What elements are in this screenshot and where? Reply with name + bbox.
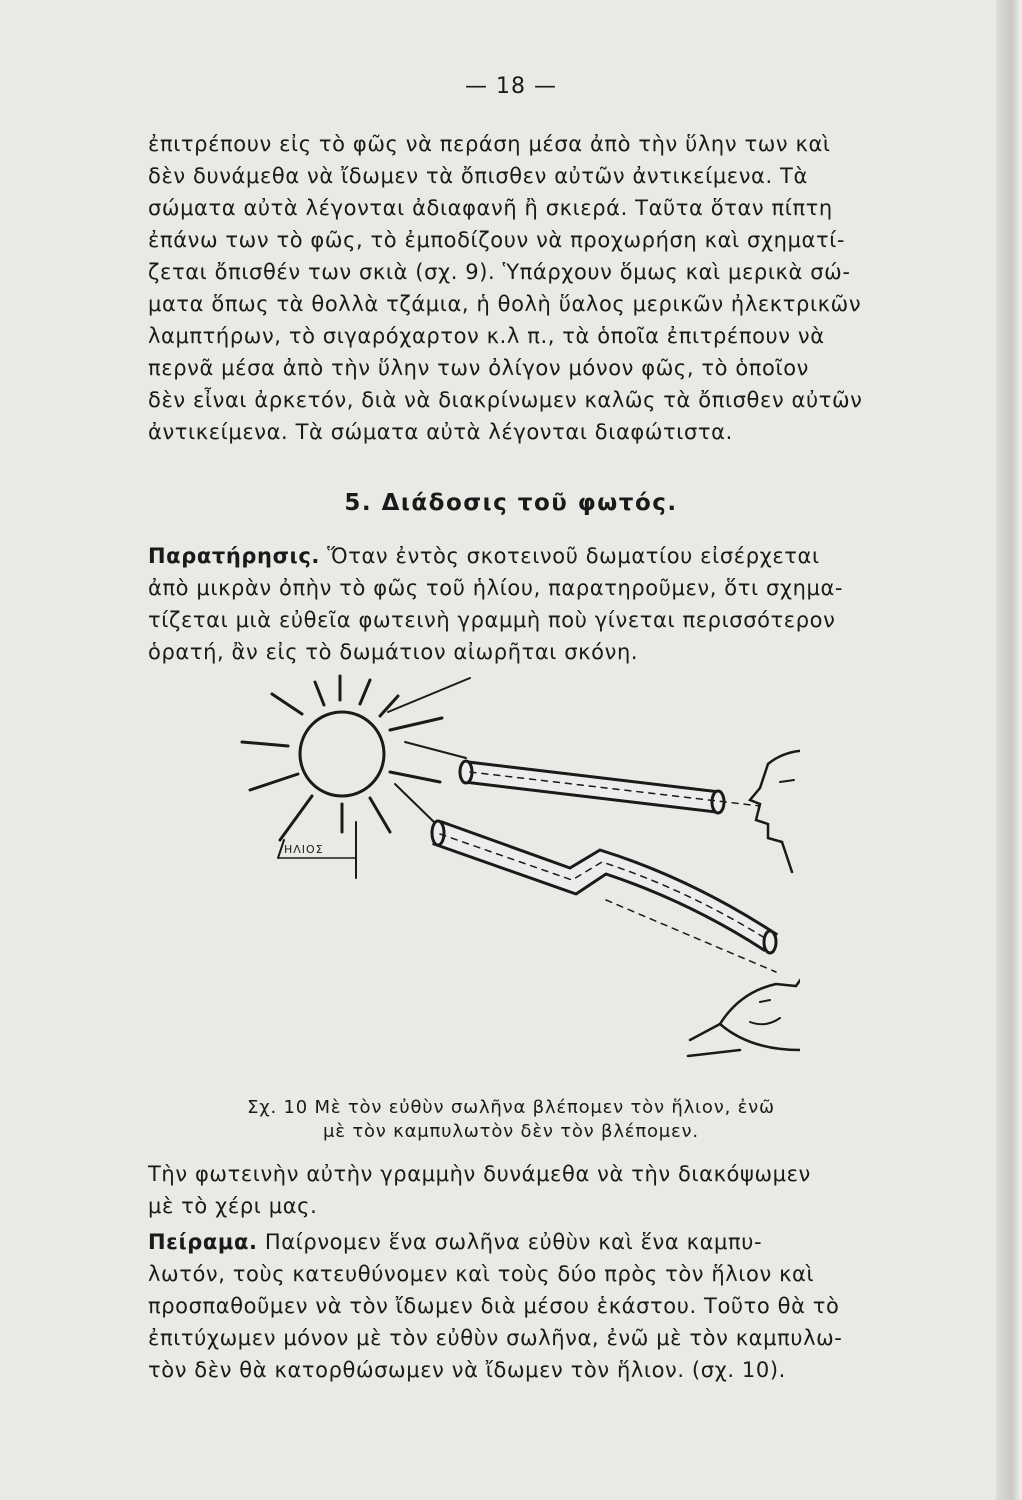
caption-line: Σχ. 10 Μὲ τὸν εὐθὺν σωλῆνα βλέπομεν τὸν ἥλιον, ἐνῶ [247, 1097, 775, 1118]
text-line: ἐπιτύχωμεν μόνον μὲ τὸν εὐθὺν σωλῆνα, ἐνῶ μὲ τὸν καμπυλω- [148, 1326, 843, 1350]
bent-tube [432, 821, 776, 972]
text-fragment: Ὅταν ἐντὸς σκοτεινοῦ δωματίου εἰσέρχεται [319, 544, 820, 568]
text-line [148, 1226, 974, 1258]
text-line: λωτόν, τοὺς κατευθύνομεν καὶ τοὺς δύο πρὸς τὸν ἥλιον καὶ [148, 1262, 815, 1286]
page-edge [996, 0, 1022, 1500]
text-line: ἀντικείμενα. Τὰ σώματα αὐτὰ λέγονται διαφώτιστα. [148, 420, 733, 444]
paragraph-interrupt [148, 1158, 974, 1222]
paragraph-opacity [148, 128, 974, 448]
text-line: ἀπὸ μικρὰν ὀπὴν τὸ φῶς τοῦ ἡλίου, παρατηροῦμεν, ὅτι σχημα- [148, 576, 844, 600]
experiment-lead: Πείραμα. [148, 1230, 258, 1254]
text-line [148, 540, 974, 572]
sun [300, 712, 384, 796]
paragraph-experiment [148, 1226, 974, 1386]
figure-illustration [220, 672, 800, 1092]
observation-lead: Παρατήρησις. [148, 544, 320, 568]
text-line: ἐπάνω των τὸ φῶς, τὸ ἐμποδίζουν νὰ προχωρήση καὶ σχηματί- [148, 228, 846, 252]
head-reclined [688, 972, 800, 1056]
sun-label: ΗΛΙΟΣ [284, 843, 324, 856]
text-line: τίζεται μιὰ εὐθεῖα φωτεινὴ γραμμὴ ποὺ γίνεται περισσότερον [148, 608, 836, 632]
caption-line: μὲ τὸν καμπυλωτὸν δὲν τὸν βλέπομεν. [323, 1121, 699, 1142]
text-line: προσπαθοῦμεν νὰ τὸν ἴδωμεν διὰ μέσου ἑκάστου. Τοῦτο θὰ τὸ [148, 1294, 840, 1318]
text-line: τὸν δὲν θὰ κατορθώσωμεν νὰ ἴδωμεν τὸν ἥλιον. (σχ. 10). [148, 1358, 786, 1382]
text-line: ματα ὅπως τὰ θολλὰ τζάμια, ἡ θολὴ ὕαλος μερικῶν ἠλεκτρικῶν [148, 292, 862, 316]
text-line: λαμπτήρων, τὸ σιγαρόχαρτον κ.λ π., τὰ ὁποῖα ἐπιτρέπουν νὰ [148, 324, 825, 348]
straight-tube [460, 761, 760, 813]
section-heading: 5. Διάδοσις τοῦ φωτός. [344, 490, 678, 516]
text-line: σώματα αὐτὰ λέγονται ἀδιαφανῆ ἢ σκιερά. Ταῦτα ὅταν πίπτη [148, 196, 833, 220]
text-line: ὁρατή, ἂν εἰς τὸ δωμάτιον αἰωρῆται σκόνη. [148, 640, 639, 664]
figure-caption [0, 1096, 1022, 1144]
figure-sun-tubes [220, 672, 800, 1092]
paragraph-observation [148, 540, 974, 668]
page-number: — 18 — [465, 74, 557, 99]
text-line: μὲ τὸ χέρι μας. [148, 1194, 318, 1218]
text-line: δὲν δυνάμεθα νὰ ἴδωμεν τὰ ὄπισθεν αὐτῶν ἀντικείμενα. Τὰ [148, 164, 808, 188]
head-upright [750, 751, 800, 873]
text-line: ἐπιτρέπουν εἰς τὸ φῶς νὰ περάση μέσα ἀπὸ τὴν ὕλην των καὶ [148, 132, 831, 156]
sun-rays [242, 676, 442, 840]
text-fragment: Παίρνομεν ἕνα σωλῆνα εὐθὺν καὶ ἕνα καμπυ- [257, 1230, 763, 1254]
text-line: δὲν εἶναι ἀρκετόν, διὰ νὰ διακρίνωμεν καλῶς τὰ ὄπισθεν αὐτῶν [148, 388, 863, 412]
text-line: Τὴν φωτεινὴν αὐτὴν γραμμὴν δυνάμεθα νὰ τὴν διακόψωμεν [148, 1162, 811, 1186]
text-line: περνᾶ μέσα ἀπὸ τὴν ὕλην των ὀλίγον μόνον φῶς, τὸ ὁποῖον [148, 356, 809, 380]
text-line: ζεται ὄπισθέν των σκιὰ (σχ. 9). Ὑπάρχουν ὅμως καὶ μερικὰ σώ- [148, 260, 851, 284]
